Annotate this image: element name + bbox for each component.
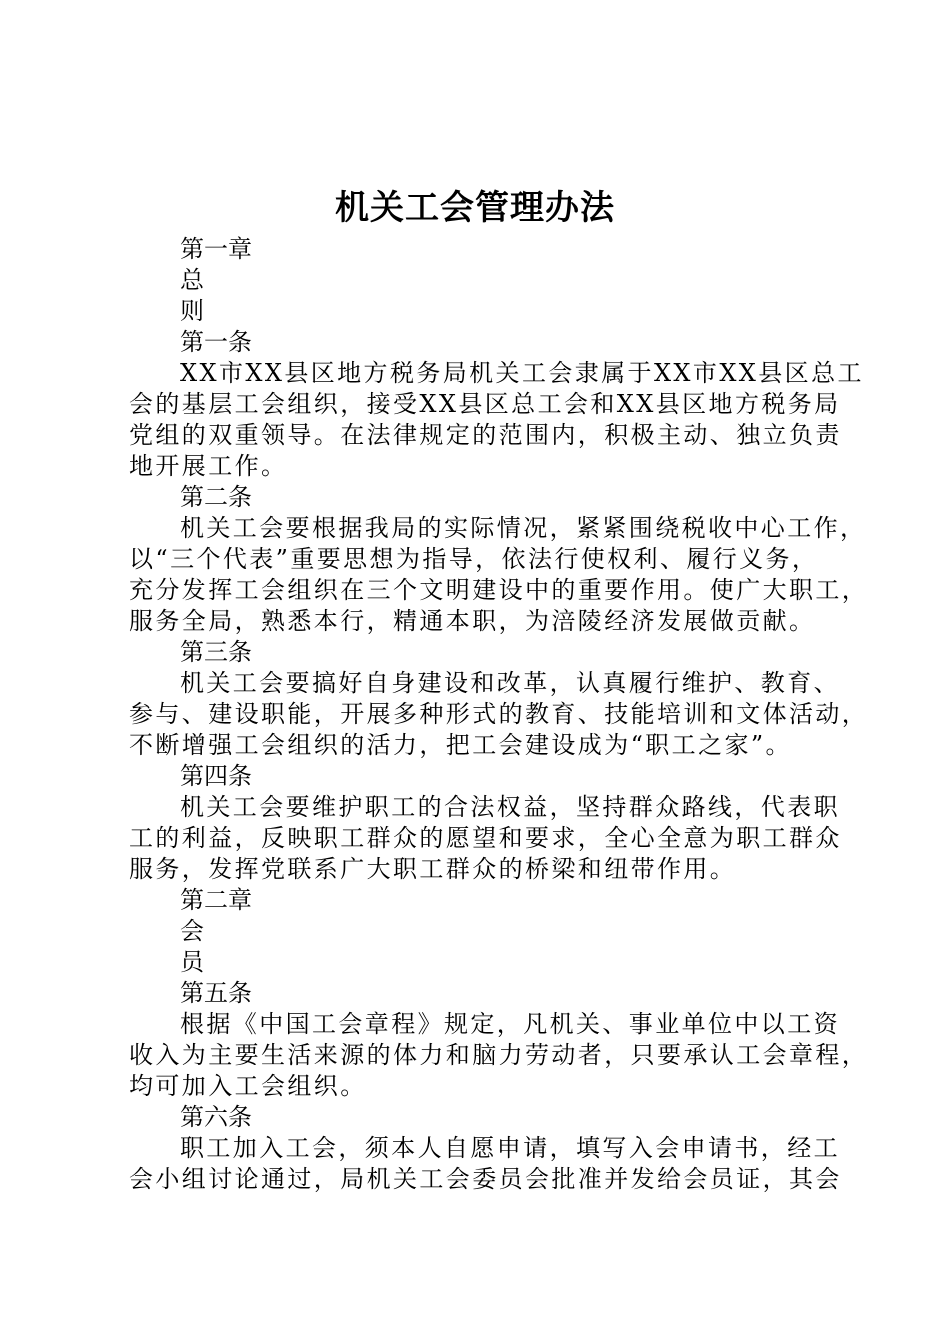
paragraph-line: 充分发挥工会组织在三个文明建设中的重要作用。使广大职工， bbox=[129, 576, 869, 604]
paragraph-line: 机关工会要维护职工的合法权益，坚持群众路线，代表职 bbox=[180, 793, 840, 821]
paragraph-line: 以“三个代表”重要思想为指导，依法行使权利、履行义务， bbox=[129, 545, 819, 573]
article-heading: 第六条 bbox=[180, 1103, 252, 1131]
paragraph-line: 服务，发挥党联系广大职工群众的桥梁和纽带作用。 bbox=[129, 855, 737, 883]
paragraph-line: 职工加入工会，须本人自愿申请，填写入会申请书，经工 bbox=[180, 1134, 840, 1162]
paragraph-line: 会小组讨论通过，局机关工会委员会批准并发给会员证，其会 bbox=[129, 1165, 842, 1193]
document-body bbox=[129, 234, 869, 1195]
paragraph-line: 会的基层工会组织，接受XX县区总工会和XX县区地方税务局 bbox=[129, 390, 841, 418]
paragraph-line: 服务全局，熟悉本行，精通本职，为涪陵经济发展做贡献。 bbox=[129, 607, 816, 635]
paragraph-line: 根据《中国工会章程》规定，凡机关、事业单位中以工资 bbox=[180, 1010, 840, 1038]
paragraph-line: 地开展工作。 bbox=[129, 452, 288, 480]
chapter-title-char: 会 bbox=[180, 917, 204, 945]
document-title: 机关工会管理办法 bbox=[335, 188, 615, 228]
paragraph-line: 工的利益，反映职工群众的愿望和要求，全心全意为职工群众 bbox=[129, 824, 842, 852]
chapter-title-char: 员 bbox=[180, 948, 204, 976]
paragraph-line: 机关工会要根据我局的实际情况，紧紧围绕税收中心工作， bbox=[180, 514, 867, 542]
article-heading: 第五条 bbox=[180, 979, 252, 1007]
paragraph-line: 不断增强工会组织的活力，把工会建设成为“职工之家”。 bbox=[129, 731, 792, 759]
paragraph-line: 参与、建设职能，开展多种形式的教育、技能培训和文体活动， bbox=[129, 700, 869, 728]
article-heading: 第一条 bbox=[180, 328, 252, 356]
paragraph-line: 党组的双重领导。在法律规定的范围内，积极主动、独立负责 bbox=[129, 421, 842, 449]
paragraph-line: 机关工会要搞好自身建设和改革，认真履行维护、教育、 bbox=[180, 669, 840, 697]
paragraph-line: XX市XX县区地方税务局机关工会隶属于XX市XX县区总工 bbox=[180, 359, 864, 387]
article-heading: 第四条 bbox=[180, 762, 252, 790]
paragraph-line: 均可加入工会组织。 bbox=[129, 1072, 367, 1100]
chapter-title-char: 总 bbox=[180, 266, 204, 294]
article-heading: 第三条 bbox=[180, 638, 252, 666]
article-heading: 第二条 bbox=[180, 483, 252, 511]
chapter-heading: 第一章 bbox=[180, 235, 252, 263]
chapter-heading: 第二章 bbox=[180, 886, 252, 914]
chapter-title-char: 则 bbox=[180, 297, 204, 325]
paragraph-line: 收入为主要生活来源的体力和脑力劳动者，只要承认工会章程， bbox=[129, 1041, 869, 1069]
